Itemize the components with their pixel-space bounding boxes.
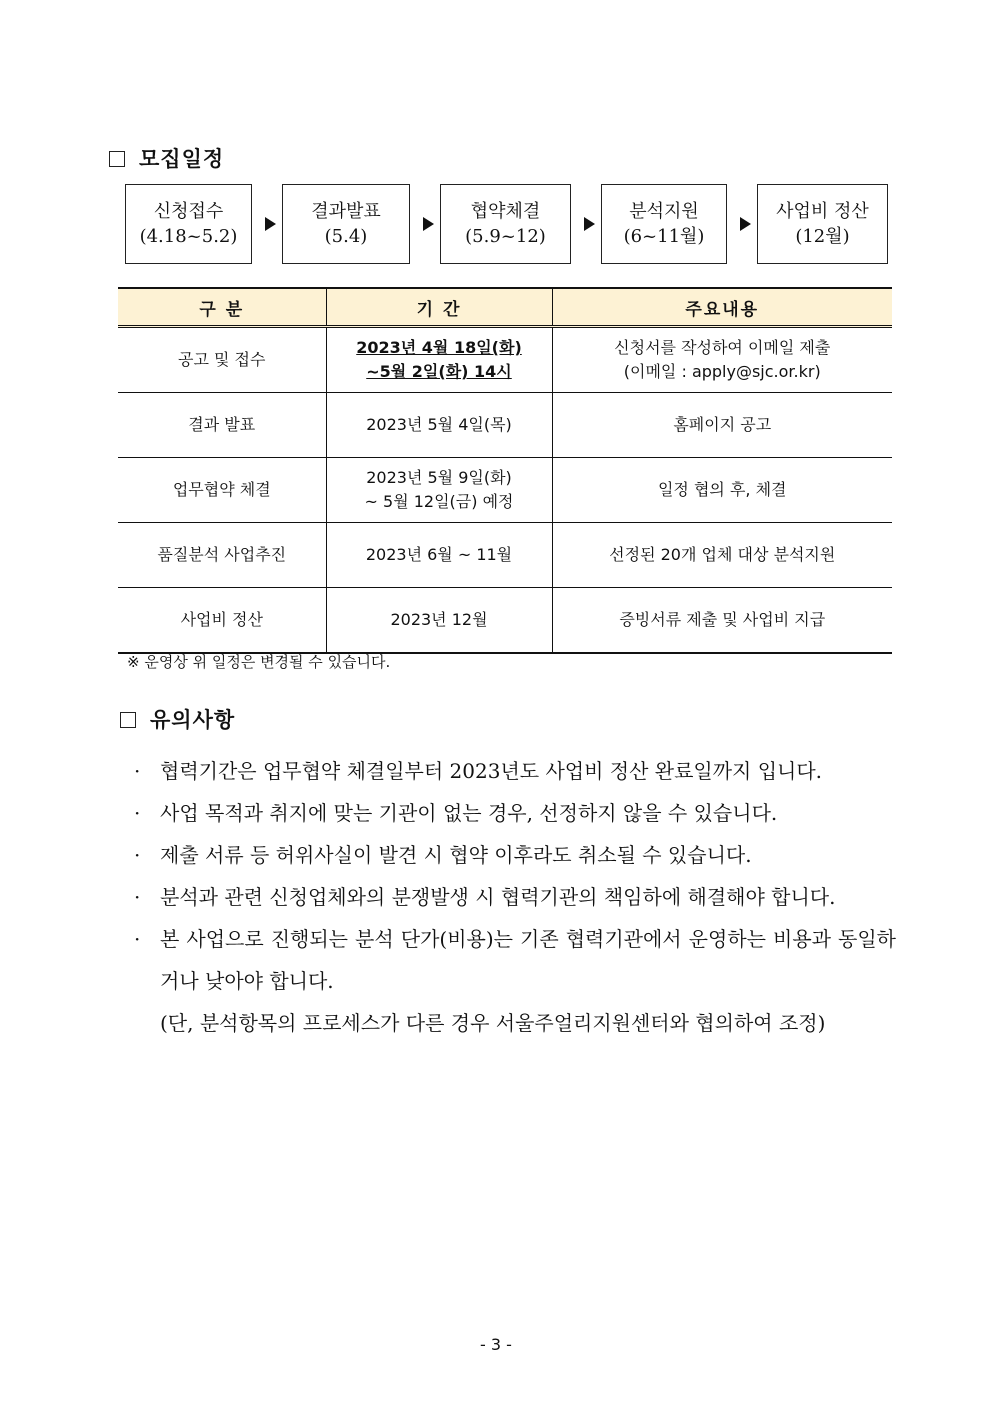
schedule-flow bbox=[125, 184, 889, 268]
schedule-note: ※ 운영상 위 일정은 변경될 수 있습니다. bbox=[127, 653, 391, 671]
schedule-table bbox=[118, 287, 892, 654]
checkbox-square-icon bbox=[120, 712, 136, 728]
bullet: · bbox=[134, 927, 141, 951]
row-category: 결과 발표 bbox=[118, 393, 326, 458]
row-period: 2023년 5월 4일(목) bbox=[326, 393, 552, 458]
arrow-right-icon bbox=[584, 217, 595, 231]
arrow-right-icon bbox=[740, 217, 751, 231]
row-content: 증빙서류 제출 및 사업비 지급 bbox=[552, 588, 892, 654]
list-item: (단, 분석항목의 프로세스가 다른 경우 서울주얼리지원센터와 협의하여 조정) bbox=[134, 1002, 896, 1044]
bullet: · bbox=[134, 843, 141, 867]
list-item: · 분석과 관련 신청업체와의 분쟁발생 시 협력기관의 책임하에 해결해야 합니다. bbox=[134, 876, 896, 918]
bullet: · bbox=[134, 885, 141, 909]
table-header-row bbox=[118, 288, 892, 327]
row-category: 업무협약 체결 bbox=[118, 458, 326, 523]
schedule-section-title: 모집일정 bbox=[109, 143, 224, 173]
table-row bbox=[118, 458, 892, 523]
row-category: 공고 및 접수 bbox=[118, 327, 326, 393]
row-period: 2023년 6월 ~ 11월 bbox=[326, 523, 552, 588]
row-period: 2023년 12월 bbox=[326, 588, 552, 654]
arrow-right-icon bbox=[423, 217, 434, 231]
row-period: 2023년 5월 9일(화) ~ 5월 12일(금) 예정 bbox=[326, 458, 552, 523]
row-category: 사업비 정산 bbox=[118, 588, 326, 654]
table-row bbox=[118, 523, 892, 588]
table-row bbox=[118, 393, 892, 458]
row-period: 2023년 4월 18일(화) ~5월 2일(화) 14시 bbox=[326, 327, 552, 393]
header-period: 기 간 bbox=[326, 288, 552, 327]
flow-step-settlement: 사업비 정산 (12월) bbox=[757, 184, 888, 264]
checkbox-square-icon bbox=[109, 151, 125, 167]
bullet: · bbox=[134, 801, 141, 825]
notice-list bbox=[134, 750, 896, 1044]
row-content: 일정 협의 후, 체결 bbox=[552, 458, 892, 523]
bullet bbox=[134, 1002, 160, 1044]
table-row bbox=[118, 588, 892, 654]
bullet: · bbox=[134, 759, 141, 783]
notice-section-title: 유의사항 bbox=[120, 704, 235, 734]
flow-step-application: 신청접수 (4.18~5.2) bbox=[125, 184, 252, 264]
list-item: · 사업 목적과 취지에 맞는 기관이 없는 경우, 선정하지 않을 수 있습니다. bbox=[134, 792, 896, 834]
row-category: 품질분석 사업추진 bbox=[118, 523, 326, 588]
list-item: · 본 사업으로 진행되는 분석 단가(비용)는 기존 협력기관에서 운영하는 비용과 동일하거나 낮아야 합니다. bbox=[134, 918, 896, 1002]
list-item: · 제출 서류 등 허위사실이 발견 시 협약 이후라도 취소될 수 있습니다. bbox=[134, 834, 896, 876]
page-number: - 3 - bbox=[480, 1335, 512, 1354]
flow-step-analysis: 분석지원 (6~11월) bbox=[601, 184, 727, 264]
row-content: 신청서를 작성하여 이메일 제출 (이메일 : apply@sjc.or.kr) bbox=[552, 327, 892, 393]
row-content: 선정된 20개 업체 대상 분석지원 bbox=[552, 523, 892, 588]
row-content: 홈페이지 공고 bbox=[552, 393, 892, 458]
header-category: 구 분 bbox=[118, 288, 326, 327]
arrow-right-icon bbox=[265, 217, 276, 231]
list-item: · 협력기간은 업무협약 체결일부터 2023년도 사업비 정산 완료일까지 입니다. bbox=[134, 750, 896, 792]
table-row bbox=[118, 327, 892, 393]
header-content: 주요내용 bbox=[552, 288, 892, 327]
flow-step-agreement: 협약체결 (5.9~12) bbox=[440, 184, 571, 264]
flow-step-announcement: 결과발표 (5.4) bbox=[282, 184, 410, 264]
